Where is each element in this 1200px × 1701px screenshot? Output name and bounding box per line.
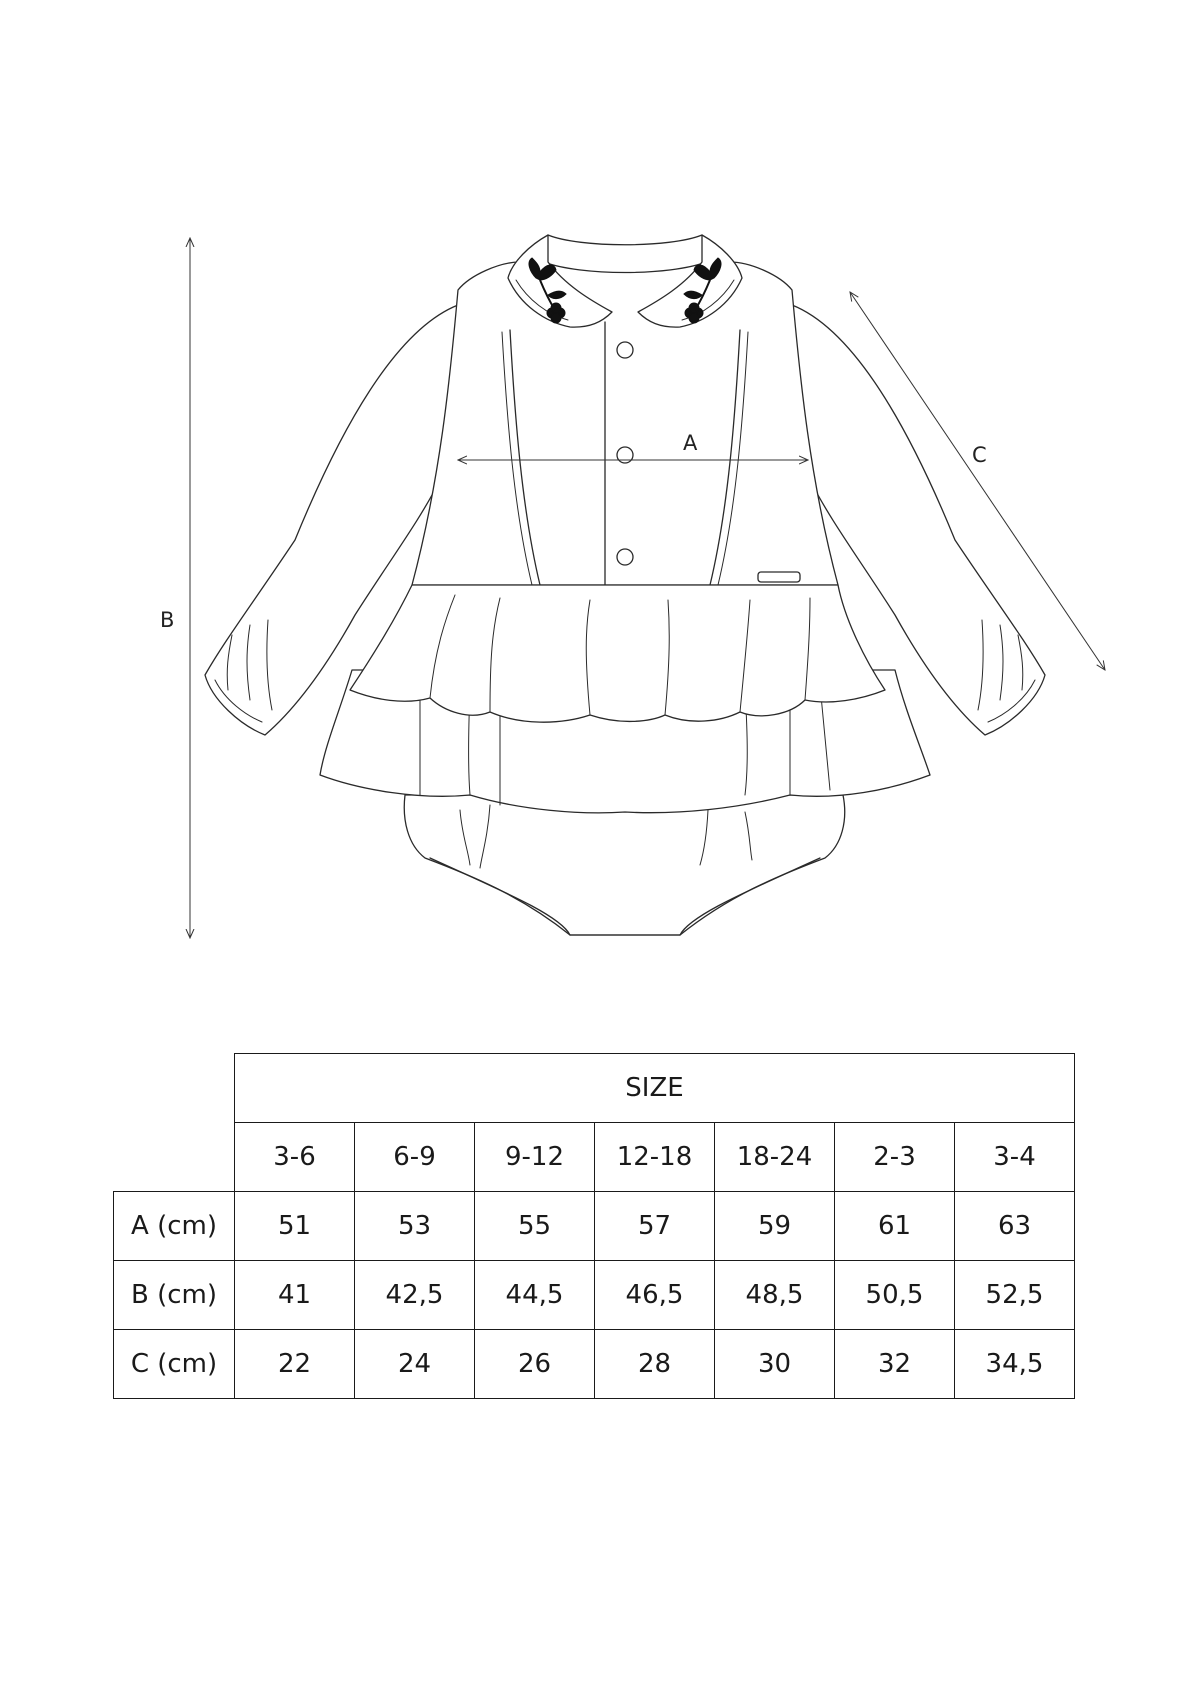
button-1 <box>617 342 633 358</box>
table-cell: 63 <box>955 1192 1075 1261</box>
table-cell: 42,5 <box>355 1261 475 1330</box>
table-cell: 44,5 <box>475 1261 595 1330</box>
size-chart-table <box>113 1053 1075 1399</box>
table-corner <box>114 1054 235 1123</box>
table-cell: 57 <box>595 1192 715 1261</box>
table-cell: 51 <box>235 1192 355 1261</box>
button-3 <box>617 549 633 565</box>
table-cell: 52,5 <box>955 1261 1075 1330</box>
table-cell: 34,5 <box>955 1330 1075 1399</box>
table-corner <box>114 1123 235 1192</box>
size-labels-row <box>114 1123 1075 1192</box>
row-label-a: A (cm) <box>114 1192 235 1261</box>
table-cell: 30 <box>715 1330 835 1399</box>
row-label-c: C (cm) <box>114 1330 235 1399</box>
size-label: 9-12 <box>475 1123 595 1192</box>
table-row <box>114 1330 1075 1399</box>
table-cell: 32 <box>835 1330 955 1399</box>
size-heading: SIZE <box>235 1054 1075 1123</box>
size-label: 3-6 <box>235 1123 355 1192</box>
table-cell: 59 <box>715 1192 835 1261</box>
brand-label-tab <box>758 572 800 582</box>
label-c: C <box>972 443 987 467</box>
size-label: 18-24 <box>715 1123 835 1192</box>
table-cell: 24 <box>355 1330 475 1399</box>
table-cell: 46,5 <box>595 1261 715 1330</box>
table-cell: 48,5 <box>715 1261 835 1330</box>
bodice <box>412 262 838 585</box>
table-cell: 50,5 <box>835 1261 955 1330</box>
size-label: 6-9 <box>355 1123 475 1192</box>
table-cell: 53 <box>355 1192 475 1261</box>
button-2 <box>617 447 633 463</box>
table-cell: 26 <box>475 1330 595 1399</box>
size-label: 2-3 <box>835 1123 955 1192</box>
table-row <box>114 1192 1075 1261</box>
label-b: B <box>160 608 175 632</box>
size-label: 12-18 <box>595 1123 715 1192</box>
table-cell: 55 <box>475 1192 595 1261</box>
table-title-row <box>114 1054 1075 1123</box>
table-cell: 28 <box>595 1330 715 1399</box>
label-a: A <box>683 431 698 455</box>
table-row <box>114 1261 1075 1330</box>
size-label: 3-4 <box>955 1123 1075 1192</box>
table-cell: 61 <box>835 1192 955 1261</box>
table-cell: 41 <box>235 1261 355 1330</box>
table-cell: 22 <box>235 1330 355 1399</box>
row-label-b: B (cm) <box>114 1261 235 1330</box>
